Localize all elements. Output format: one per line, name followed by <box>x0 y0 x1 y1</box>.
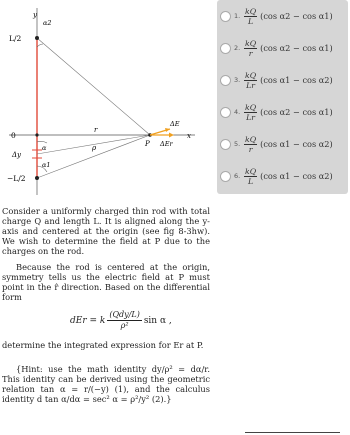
rod-top-dot <box>35 36 39 40</box>
delta-e-label: ΔE <box>170 120 180 128</box>
r-label: r <box>94 126 98 134</box>
angle-arc-alpha2 <box>37 44 43 47</box>
radio-choice-3[interactable] <box>220 75 231 86</box>
rod-figure <box>0 0 212 198</box>
choice-1[interactable]: 1. $\frac{kQ}{L}$ (cos α2 − cos α1) <box>217 1 348 31</box>
choice-list <box>217 0 348 194</box>
choice-5-formula: $\frac{kQ}{r}$ (cos α1 − cos α2) <box>245 134 333 154</box>
radio-choice-5[interactable] <box>220 139 231 150</box>
line-bottom-to-p <box>37 135 150 178</box>
alpha-label: α <box>42 144 47 152</box>
footer-divider <box>245 432 340 433</box>
choice-3-formula: $\frac{kQ}{Lr}$ (cos α1 − cos α2) <box>245 70 333 90</box>
top-end-label: L/2 <box>9 34 22 43</box>
answer-panel <box>213 0 350 435</box>
rod-bottom-dot <box>35 176 39 180</box>
choice-1-formula: $\frac{kQ}{L}$ (cos α2 − cos α1) <box>245 6 333 26</box>
choice-2[interactable]: 2. $\frac{kQ}{r}$ (cos α2 − cos α1) <box>217 33 348 63</box>
radio-choice-1[interactable] <box>220 11 231 22</box>
rho-label: ρ <box>92 144 97 152</box>
delta-y-label: Δy <box>12 151 22 159</box>
choice-2-formula: $\frac{kQ}{r}$ (cos α2 − cos α1) <box>245 38 333 58</box>
line-top-to-p <box>37 38 150 135</box>
x-axis-label: x <box>187 132 191 140</box>
radio-choice-2[interactable] <box>220 43 231 54</box>
choice-6-formula: $\frac{kQ}{L}$ (cos α1 − cos α2) <box>245 166 333 186</box>
problem-symmetry: Because the rod is centered at the origin, symmetry tells us the electric field at P must point in the r̂ direction. Based on the differential form <box>2 262 210 303</box>
problem-task: determine the integrated expression for Er at P. <box>2 340 204 350</box>
alpha2-label: α2 <box>43 19 52 27</box>
origin-label: 0 <box>11 131 16 140</box>
delta-er-arrowhead <box>169 133 174 138</box>
bottom-end-label: −L/2 <box>7 174 26 183</box>
choice-4[interactable]: 4. $\frac{kQ}{Lr}$ (cos α2 − cos α1) <box>217 97 348 127</box>
choice-3[interactable]: 3. $\frac{kQ}{Lr}$ (cos α1 − cos α2) <box>217 65 348 95</box>
angle-arc-alpha <box>37 141 47 143</box>
differential-equation: dEr = k $\frac{\text{(Qdy/L)}}{\text{ρ²}}$ sin α , <box>70 310 172 330</box>
p-label: P <box>145 140 150 148</box>
radio-choice-4[interactable] <box>220 107 231 118</box>
equation-fraction: $\frac{\text{(Qdy/L)}}{\text{ρ²}}$ <box>109 310 140 330</box>
radio-choice-6[interactable] <box>220 171 231 182</box>
problem-intro: Consider a uniformly charged thin rod with total charge Q and length L. It is aligned along the y-axis and centered at the origin (see fig 8-3hw). We wish to determine the field at P due to the charges on the rod. <box>2 206 210 257</box>
y-axis-label: y <box>33 11 37 19</box>
delta-er-label: ΔEr <box>160 140 173 148</box>
choice-6[interactable]: 6. $\frac{kQ}{L}$ (cos α1 − cos α2) <box>217 161 348 191</box>
choice-4-formula: $\frac{kQ}{Lr}$ (cos α2 − cos α1) <box>245 102 333 122</box>
origin-dot <box>35 133 38 136</box>
choice-5[interactable]: 5. $\frac{kQ}{r}$ (cos α1 − cos α2) <box>217 129 348 159</box>
problem-hint: {Hint: use the math identity dy/ρ² = dα/r. This identity can be derived using the geometric relation tan α = r/(−y) (1), and the calculus identity d tan α/dα = sec² α = ρ²/y² (2).} <box>2 364 210 405</box>
alpha1-label: α1 <box>42 161 51 169</box>
